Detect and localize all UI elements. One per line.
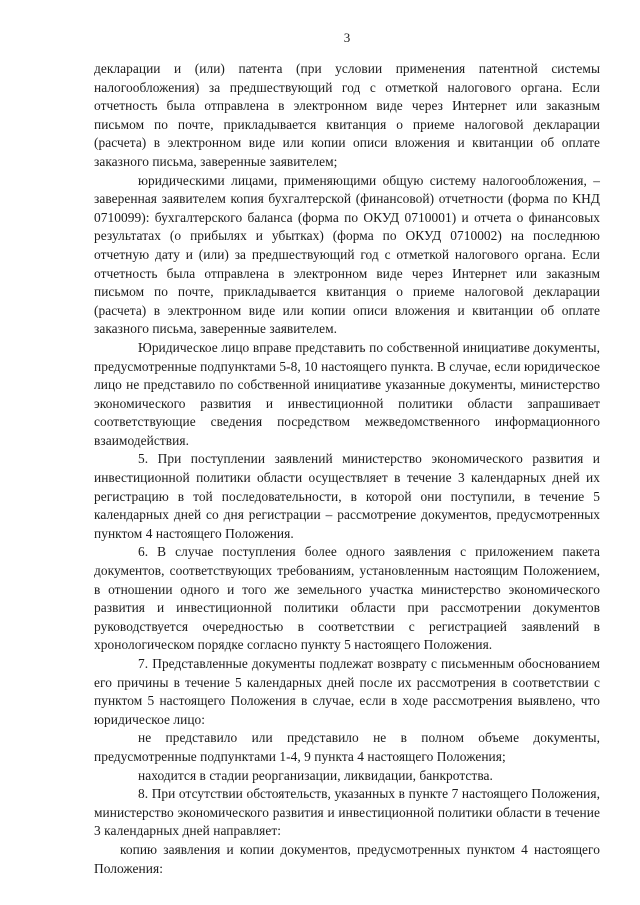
paragraph-patent-declaration: декларации и (или) патента (при условии применения патентной системы налогообложения) за предшествующий год с отметкой налогового органа. Если отчетность была отправлена в электронном виде через Интернет или заказным письмом по почте, прикладывается квитанция о приеме налоговой декларации (расчета) в электронном виде или копии описи вложения и квитанции об оплате заказного письма, заверенные заявителем;: [94, 61, 600, 169]
paragraph-legal-entities-general-tax: юридическими лицами, применяющими общую систему налогообложения, – заверенная заявителем копия бухгалтерской (финансовой) отчетности (форма по КНД 0710099): бухгалтерского баланса (форма по ОКУД 0710001) и отчета о финансовых результатах (о прибылях и убытках) (форма по ОКУД 0710002) на последнюю отчетную дату и (или) за предшествующий год с отметкой налогового органа. Если отчетность была отправлена в электронном виде через Интернет или заказным письмом по почте, прикладывается квитанция о приеме налоговой декларации (расчета) в электронном виде или копии описи вложения и квитанции об оплате заказного письма, заверенные заявителем.: [94, 172, 600, 337]
paragraph-item-8-absence-of-circumstances: 8. При отсутствии обстоятельств, указанных в пункте 7 настоящего Положения, министерство экономического развития и инвестиционной политики области в течение 3 календарных дней направляет:: [94, 786, 600, 839]
paragraph-reorganization-status: находится в стадии реорганизации, ликвидации, банкротства.: [138, 767, 493, 783]
page-number: 3: [343, 30, 351, 45]
paragraph-item-7-return-documents: 7. Представленные документы подлежат возврату с письменным обоснованием его причины в течение 5 календарных дней после их рассмотрения в соответствии с пунктом 5 настоящего Положения в случае, если в ходе рассмотрения выявлено, что юридическое лицо:: [94, 656, 600, 727]
paragraph-item-6-multiple-applications: 6. В случае поступления более одного заявления с приложением пакета документов, соответствующих требованиям, установленным настоящим Положением, в отношении одного и того же земельного участка министерство экономического развития и инвестиционной политики области при рассмотрении документов руководствуется очередностью в соответствии с регистрацией заявлений в хронологическом порядке согласно пункту 5 настоящего Положения.: [94, 544, 600, 653]
paragraph-own-initiative-documents: Юридическое лицо вправе представить по собственной инициативе документы, предусмотренные подпунктами 5-8, 10 настоящего пункта. В случае, если юридическое лицо не представило по собственной инициативе указанные документы, министерство экономического развития и инвестиционной политики области запрашивает соответствующие сведения посредством межведомственного информационного взаимодействия.: [94, 339, 600, 448]
paragraph-not-submitted-documents: не представило или представило не в полном объеме документы, предусмотренные подпунктами 1-4, 9 пункта 4 настоящего Положения;: [94, 730, 600, 764]
paragraph-copy-of-application: копию заявления и копии документов, предусмотренных пунктом 4 настоящего Положения:: [94, 841, 600, 876]
paragraph-item-5-registration: 5. При поступлении заявлений министерство экономического развития и инвестиционной политики области осуществляет в течение 3 календарных дней их регистрацию в той последовательности, в которой они поступили, в течение 5 календарных дней со дня регистрации – рассмотрение документов, предусмотренных пунктом 4 настоящего Положения.: [94, 451, 600, 541]
